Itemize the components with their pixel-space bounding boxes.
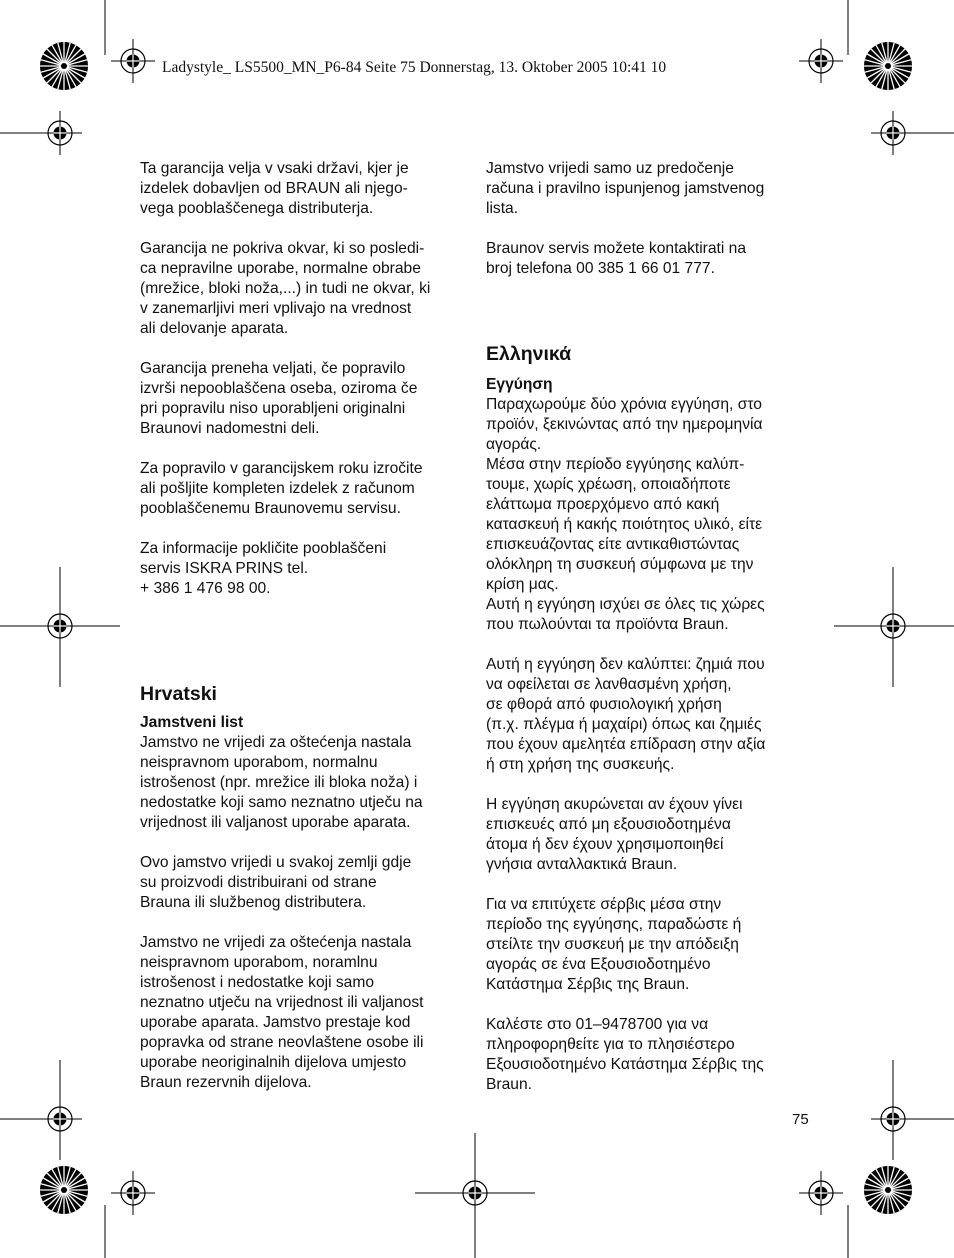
paragraph: Αυτή η εγγύηση δεν καλύπτει: ζημιά που να οφείλεται σε λανθασμένη χρήση, σε φθορά από φυσιολογική χρήση (π.χ. πλέγμα ή μαχαίρι) όπως και ζημιές που έχουν αμελητέα επίδραση στην αξία ή στη χρήση της συσκευής. bbox=[486, 656, 766, 773]
registration-mark-icon bbox=[453, 1171, 497, 1215]
paragraph: Jamstvo ne vrijedi za oštećenja nastala neispravnom uporabom, normalnu istrošenost (npr. mrežice ili bloka noža) i nedostatke koji samo neznatno utječu na vrijednost ili valjanost uporabe aparata. bbox=[140, 734, 423, 831]
paragraph: Καλέστε στο 01–9478700 για να πληροφορηθείτε για το πλησιέστερο Εξουσιοδοτημένο Κατάστημα Σέρβις της Braun. bbox=[486, 1016, 764, 1093]
registration-mark-icon bbox=[38, 1097, 82, 1141]
subheading-jamstveni-list: Jamstveni list bbox=[140, 714, 244, 731]
left-column bbox=[140, 159, 470, 1113]
paragraph: Για να επιτύχετε σέρβις μέσα στην περίοδο της εγγύησης, παραδώστε ή στείλτε την συσκευή με την απόδειξη αγοράς σε ένα Εξουσιοδοτημένο Κατάστημα Σέρβις της Braun. bbox=[486, 896, 742, 993]
paragraph: Ovo jamstvo vrijedi u svakoj zemlji gdje su proizvodi distribuirani od strane Brauna ili službenog distributera. bbox=[140, 854, 412, 911]
paragraph: Braunov servis možete kontaktirati na broj telefona 00 385 1 66 01 777. bbox=[486, 240, 747, 277]
paragraph: Η εγγύηση ακυρώνεται αν έχουν γίνει επισκευές από μη εξουσιοδοτημένα άτομα ή δεν έχουν χρησιμοποιηθεί γνήσια ανταλλακτικά Braun. bbox=[486, 796, 743, 873]
registration-mark-icon bbox=[111, 39, 155, 83]
subheading-eggyisi: Εγγύηση bbox=[486, 376, 553, 393]
color-target-icon bbox=[40, 1166, 88, 1214]
page-number: 75 bbox=[792, 1111, 809, 1128]
section-heading-hrvatski: Hrvatski bbox=[140, 683, 217, 705]
registration-mark-icon bbox=[799, 1171, 843, 1215]
registration-mark-icon bbox=[38, 111, 82, 155]
color-target-icon bbox=[864, 1166, 912, 1214]
registration-mark-icon bbox=[871, 111, 915, 155]
registration-mark-icon bbox=[799, 39, 843, 83]
paragraph: Παραχωρούμε δύο χρόνια εγγύηση, στο προϊόν, ξεκινώντας από την ημερομηνία αγοράς. Μέσα στην περίοδο εγγύησης καλύπ- τουμε, χωρίς χρέωση, οποιαδήποτε ελάττωμα προερχόμενο από κακή κατασκευή ή κακής ποιότητος υλικό, είτε επισκευάζοντας είτε αντικαθιστώντας ολόκληρη τη συσκευή σύμφωνα με την κρίση μας. Αυτή η εγγύηση ισχύει σε όλες τις χώρες που πωλούνται τα προϊόντα Braun. bbox=[486, 396, 765, 633]
color-target-icon bbox=[864, 42, 912, 90]
color-target-icon bbox=[40, 42, 88, 90]
registration-mark-icon bbox=[871, 1097, 915, 1141]
right-column bbox=[486, 159, 816, 1115]
paragraph: Za popravilo v garancijskem roku izročite ali pošljite kompleten izdelek z računom pooblaščenemu Braunovemu servisu. bbox=[140, 460, 423, 517]
print-slug-header: Ladystyle_ LS5500_MN_P6-84 Seite 75 Donnerstag, 13. Oktober 2005 10:41 10 bbox=[162, 59, 667, 76]
paragraph: Jamstvo ne vrijedi za oštećenja nastala neispravnom uporabom, noramlnu istrošenost i nedostatke koji samo neznatno utječu na vrijednost ili valjanost uporabe aparata. Jamstvo prestaje kod popravka od strane neovlaštene osobe ili uporabe neoriginalnih dijelova umjesto Braun rezervnih dijelova. bbox=[140, 934, 424, 1091]
paragraph: Ta garancija velja v vsaki državi, kjer je izdelek dobavljen od BRAUN ali njego- vega pooblaščenega distributerja. bbox=[140, 160, 409, 217]
registration-mark-icon bbox=[871, 604, 915, 648]
paragraph: Garancija ne pokriva okvar, ki so posledi- ca nepravilne uporabe, normalne obrabe (mrežice, bloki noža,...) in tudi ne okvar, ki v zanemarljivi meri vplivajo na vrednost ali delovanje aparata. bbox=[140, 240, 431, 337]
paragraph: Za informacije pokličite pooblaščeni servis ISKRA PRINS tel. + 386 1 476 98 00. bbox=[140, 540, 387, 597]
paragraph: Jamstvo vrijedi samo uz predočenje računa i pravilno ispunjenog jamstvenog lista. bbox=[486, 160, 765, 217]
registration-mark-icon bbox=[111, 1171, 155, 1215]
registration-mark-icon bbox=[38, 604, 82, 648]
paragraph: Garancija preneha veljati, če popravilo izvrši nepooblaščena oseba, oziroma če pri popravilu niso uporabljeni originalni Braunovi nadomestni deli. bbox=[140, 360, 418, 437]
section-heading-ellinika: Ελληνικά bbox=[486, 343, 572, 365]
